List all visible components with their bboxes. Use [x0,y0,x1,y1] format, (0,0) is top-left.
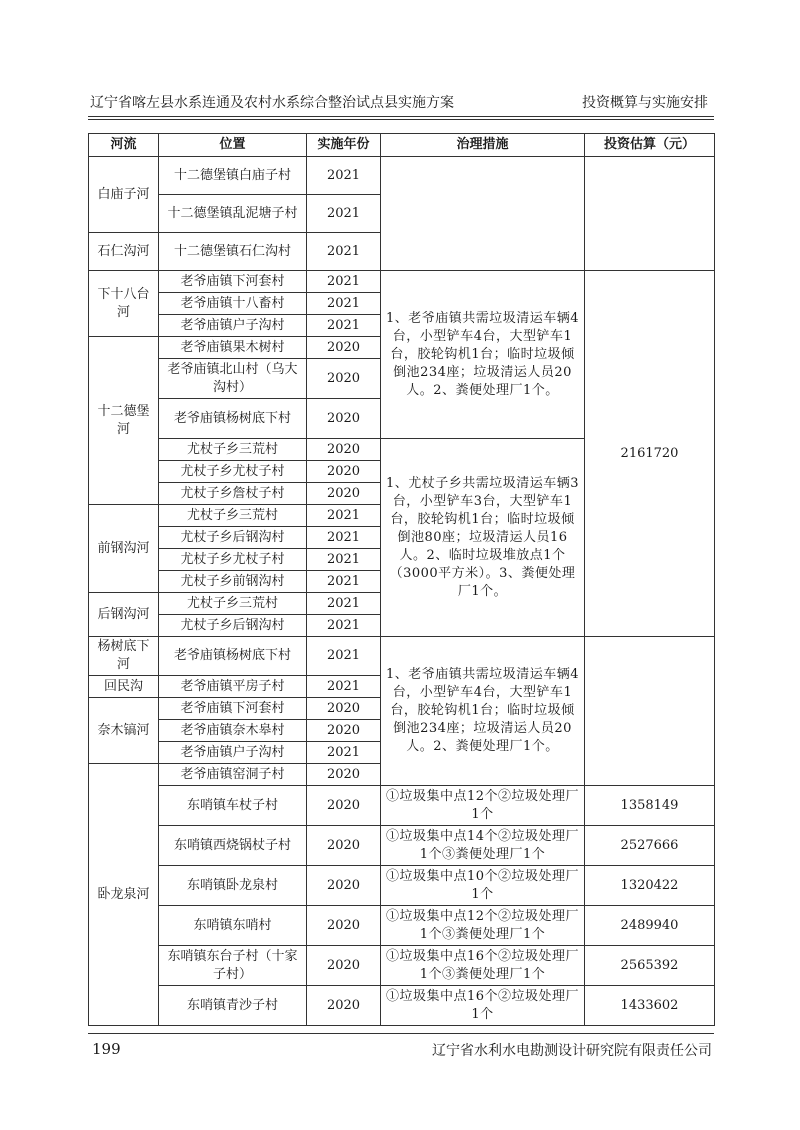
cost-cell: 1358149 [585,786,715,826]
year-cell: 2020 [307,337,381,359]
page-number: 199 [92,1040,121,1058]
year-cell: 2021 [307,549,381,571]
year-cell: 2020 [307,359,381,399]
location-cell: 十二德堡镇石仁沟村 [159,233,307,271]
river-name: 奈木镐河 [89,698,159,764]
location-cell: 老爷庙镇窑洞子村 [159,764,307,786]
column-header: 河流 [89,134,159,157]
year-cell: 2020 [307,764,381,786]
location-cell: 老爷庙镇平房子村 [159,676,307,698]
measure-cell: ①垃圾集中点10个②垃圾处理厂1个 [381,866,585,906]
river-name: 白庙子河 [89,157,159,233]
cost-cell: 2527666 [585,826,715,866]
location-cell: 东哨镇车杖子村 [159,786,307,826]
location-cell: 尤杖子乡三荒村 [159,505,307,527]
year-cell: 2021 [307,527,381,549]
year-cell: 2020 [307,866,381,906]
location-cell: 东哨镇东台子村（十家子村） [159,946,307,986]
header-rule [88,116,714,117]
table-row [89,826,715,866]
cost-cell: 2565392 [585,946,715,986]
footer-organization: 辽宁省水利水电勘测设计研究院有限责任公司 [432,1043,712,1059]
year-cell: 2020 [307,698,381,720]
table-row [89,637,715,676]
river-name: 后钢沟河 [89,593,159,637]
river-name: 卧龙泉河 [89,764,159,1026]
location-cell: 老爷庙镇下河套村 [159,271,307,293]
location-cell: 尤杖子乡三荒村 [159,593,307,615]
year-cell: 2020 [307,946,381,986]
year-cell: 2021 [307,615,381,637]
year-cell: 2021 [307,293,381,315]
year-cell: 2021 [307,233,381,271]
cost-cell: 2489940 [585,906,715,946]
investment-table [88,133,715,1026]
location-cell: 老爷庙镇户子沟村 [159,315,307,337]
measure-group-1: 1、老爷庙镇共需垃圾清运车辆4台，小型铲车4台，大型铲车1台，胶轮钩机1台；临时垃圾倾倒池234座；垃圾清运人员20人。2、粪便处理厂1个。 [381,271,585,439]
year-cell: 2021 [307,157,381,195]
location-cell: 老爷庙镇十八畜村 [159,293,307,315]
table-row [89,866,715,906]
river-name: 回民沟 [89,676,159,698]
location-cell: 老爷庙镇北山村（乌大沟村） [159,359,307,399]
location-cell: 尤杖子乡詹杖子村 [159,483,307,505]
river-name: 下十八台河 [89,271,159,337]
cost-cell-empty [585,157,715,271]
header-rule-thin [88,119,714,120]
location-cell: 尤杖子乡尤杖子村 [159,549,307,571]
year-cell: 2020 [307,986,381,1026]
location-cell: 老爷庙镇果木树村 [159,337,307,359]
column-header: 实施年份 [307,134,381,157]
year-cell: 2020 [307,826,381,866]
table-row [89,157,715,195]
table-row [89,786,715,826]
river-name: 十二德堡河 [89,337,159,505]
location-cell: 尤杖子乡前钢沟村 [159,571,307,593]
table-row [89,271,715,293]
year-cell: 2020 [307,906,381,946]
location-cell: 东哨镇卧龙泉村 [159,866,307,906]
measure-cell: ①垃圾集中点12个②垃圾处理厂1个 [381,786,585,826]
location-cell: 尤杖子乡三荒村 [159,439,307,461]
location-cell: 尤杖子乡尤杖子村 [159,461,307,483]
year-cell: 2020 [307,399,381,439]
river-name: 前钢沟河 [89,505,159,593]
river-name: 石仁沟河 [89,233,159,271]
cost-cell-empty [585,637,715,786]
footer-rule [88,1033,714,1034]
year-cell: 2021 [307,271,381,293]
table-row [89,946,715,986]
year-cell: 2020 [307,483,381,505]
river-name: 杨树底下河 [89,637,159,676]
measure-cell-empty [381,157,585,271]
year-cell: 2021 [307,315,381,337]
measure-group-3: 1、老爷庙镇共需垃圾清运车辆4台，小型铲车4台，大型铲车1台，胶轮钩机1台；临时垃圾倾倒池234座；垃圾清运人员20人。2、粪便处理厂1个。 [381,637,585,786]
year-cell: 2020 [307,720,381,742]
measure-cell: ①垃圾集中点16个②垃圾处理厂1个 [381,986,585,1026]
table-header-row [89,134,715,157]
location-cell: 老爷庙镇户子沟村 [159,742,307,764]
column-header: 投资估算（元） [585,134,715,157]
location-cell: 老爷庙镇杨树底下村 [159,399,307,439]
year-cell: 2020 [307,461,381,483]
cost-cell: 1433602 [585,986,715,1026]
location-cell: 老爷庙镇杨树底下村 [159,637,307,676]
header-section: 投资概算与实施安排 [582,95,708,111]
year-cell: 2021 [307,676,381,698]
location-cell: 东哨镇东哨村 [159,906,307,946]
year-cell: 2021 [307,195,381,233]
year-cell: 2021 [307,505,381,527]
location-cell: 尤杖子乡后钢沟村 [159,527,307,549]
year-cell: 2021 [307,742,381,764]
measure-group-2: 1、尤杖子乡共需垃圾清运车辆3台，小型铲车3台，大型铲车1台，胶轮钩机1台；临时垃圾倾倒池80座；垃圾清运人员16人。2、临时垃圾堆放点1个（3000平方米）。3、粪便处理厂1个。 [381,439,585,637]
measure-cell: ①垃圾集中点12个②垃圾处理厂1个③粪便处理厂1个 [381,906,585,946]
year-cell: 2021 [307,593,381,615]
table-row [89,986,715,1026]
cost-cell: 1320422 [585,866,715,906]
location-cell: 十二德堡镇白庙子村 [159,157,307,195]
location-cell: 东哨镇西烧锅杖子村 [159,826,307,866]
location-cell: 东哨镇青沙子村 [159,986,307,1026]
year-cell: 2020 [307,786,381,826]
header-title: 辽宁省喀左县水系连通及农村水系综合整治试点县实施方案 [90,95,454,111]
measure-cell: ①垃圾集中点14个②垃圾处理厂1个③粪便处理厂1个 [381,826,585,866]
column-header: 治理措施 [381,134,585,157]
column-header: 位置 [159,134,307,157]
year-cell: 2021 [307,637,381,676]
location-cell: 老爷庙镇下河套村 [159,698,307,720]
table-row [89,906,715,946]
cost-group: 2161720 [585,271,715,637]
measure-cell: ①垃圾集中点16个②垃圾处理厂1个③粪便处理厂1个 [381,946,585,986]
location-cell: 老爷庙镇奈木皋村 [159,720,307,742]
year-cell: 2020 [307,439,381,461]
location-cell: 尤杖子乡后钢沟村 [159,615,307,637]
location-cell: 十二德堡镇乱泥塘子村 [159,195,307,233]
year-cell: 2021 [307,571,381,593]
